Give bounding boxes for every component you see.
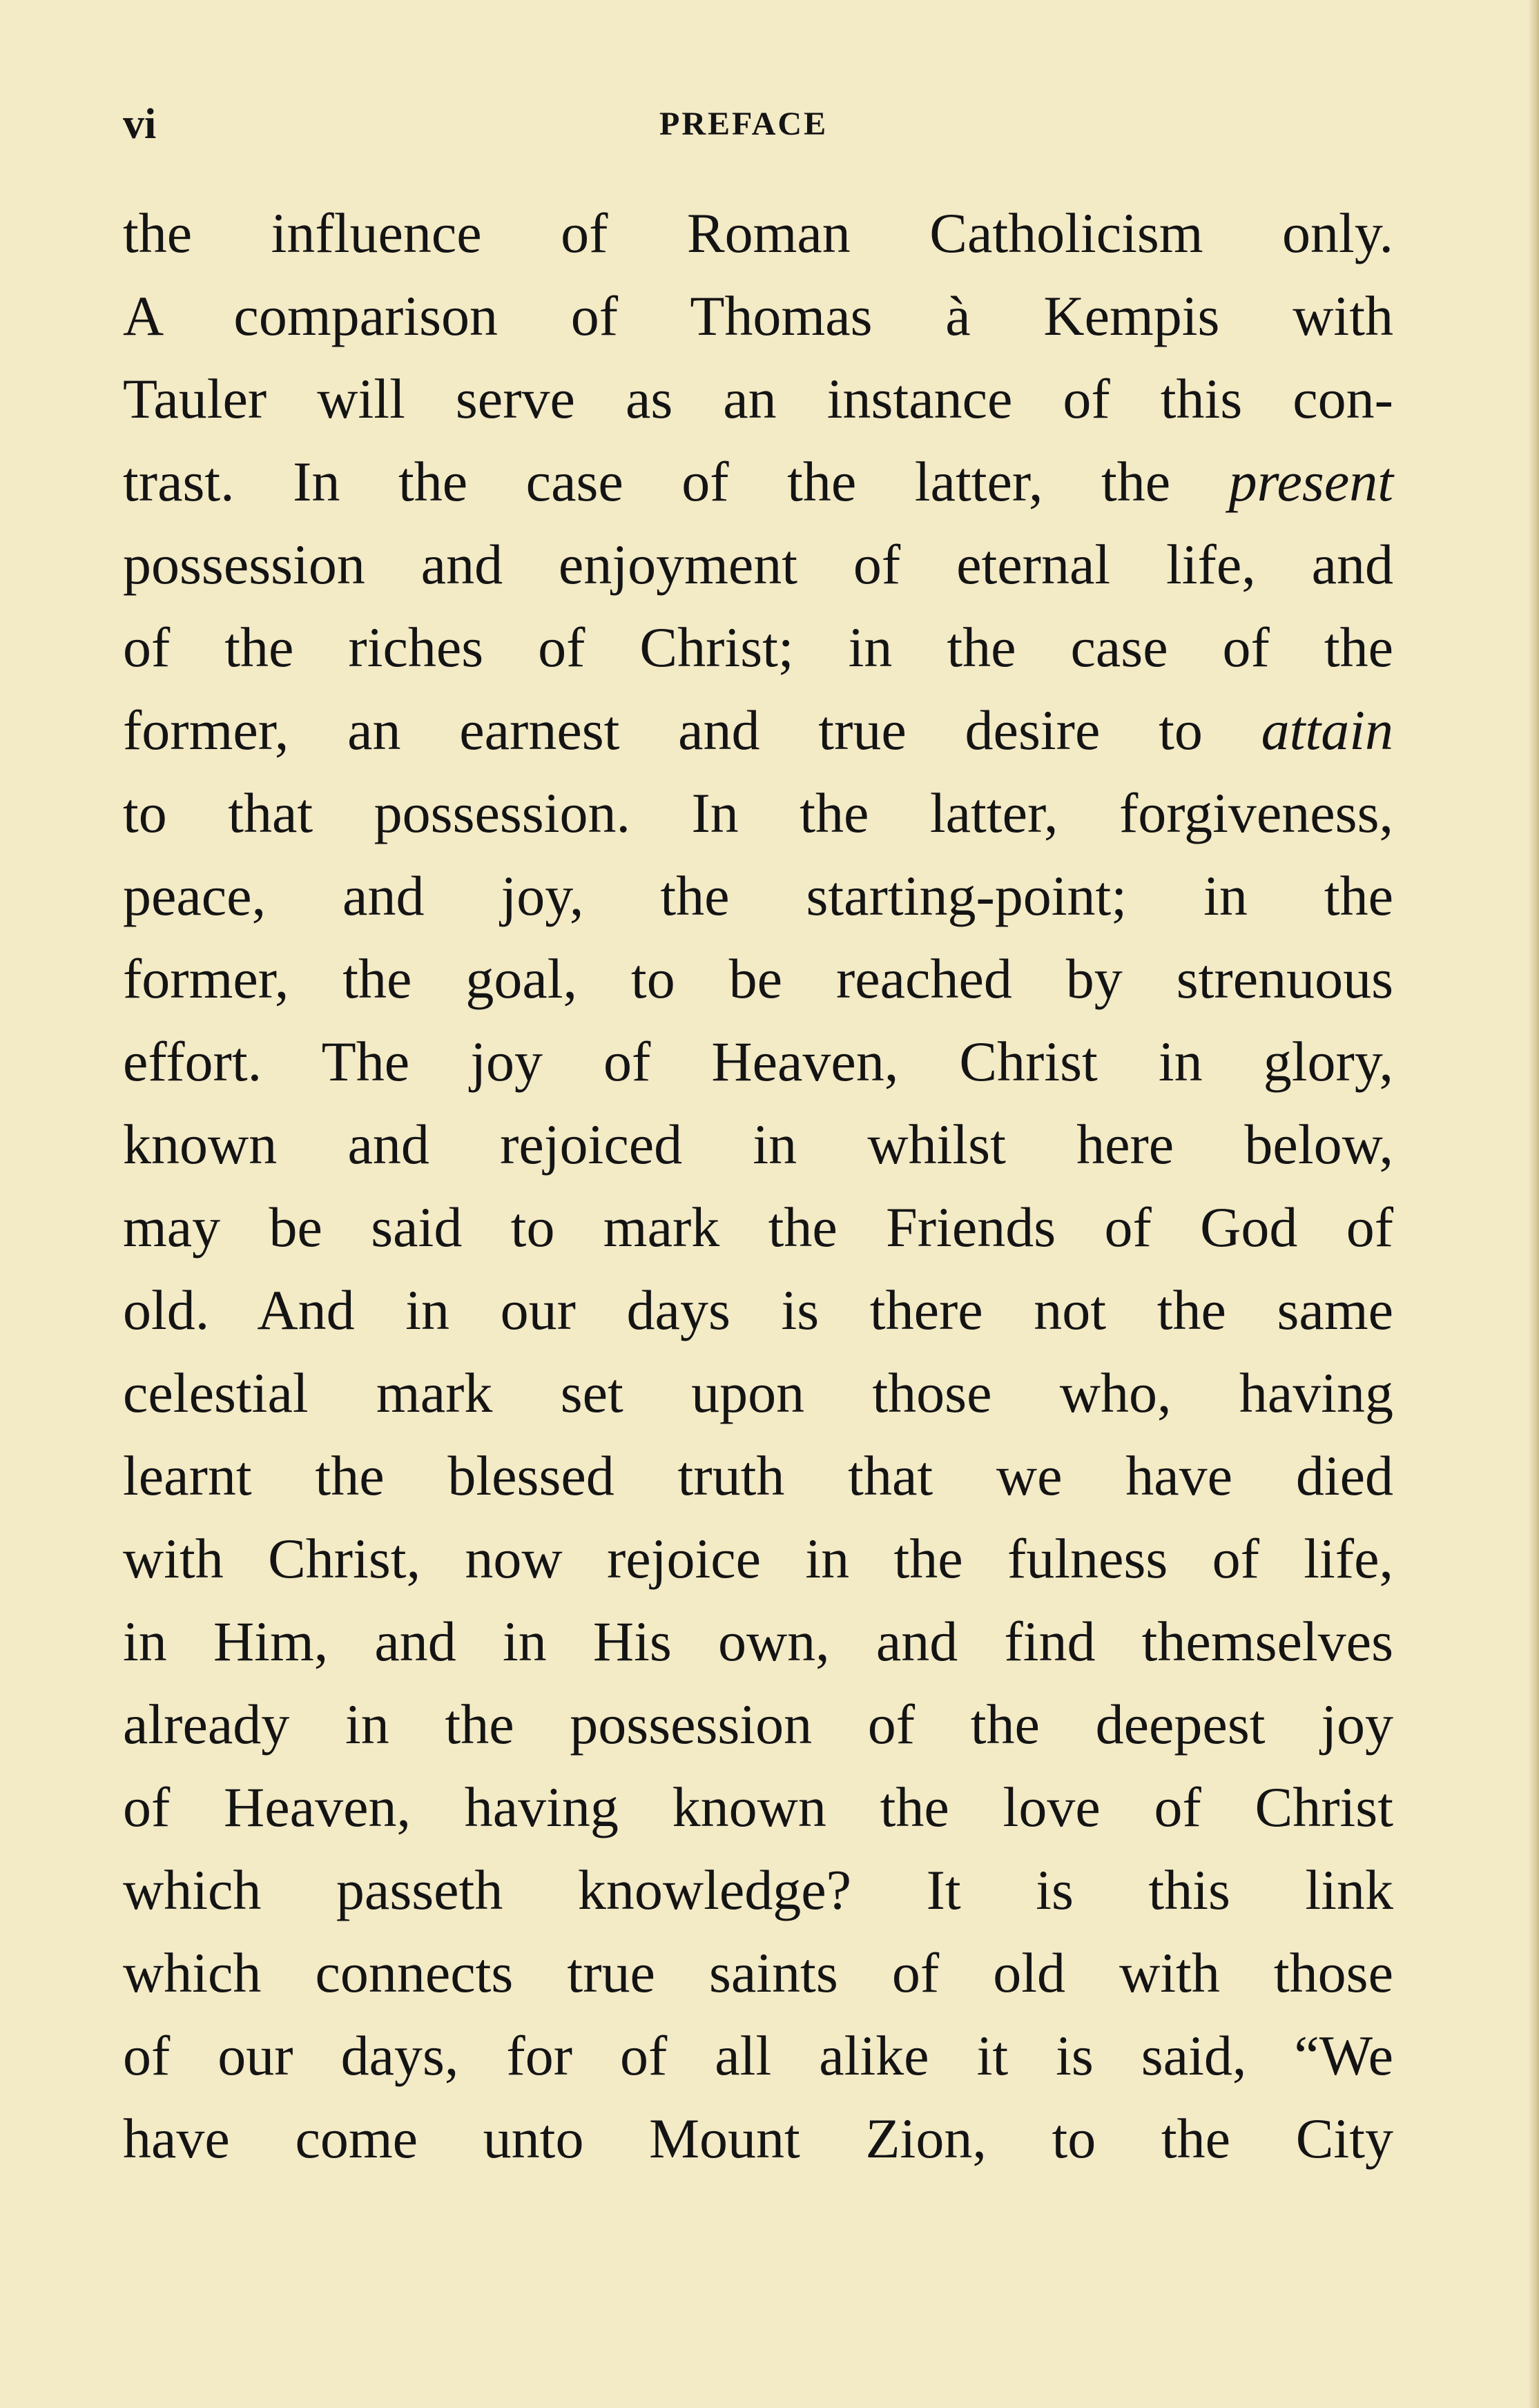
text-line: known and rejoiced in whilst here below, xyxy=(123,1113,1393,1176)
italic-emphasis: present xyxy=(1228,450,1393,513)
text-line: may be said to mark the Friends of God of xyxy=(123,1196,1393,1259)
text-line: A comparison of Thomas à Kempis with xyxy=(123,284,1393,347)
text-line: have come unto Mount Zion, to the City xyxy=(123,2107,1393,2170)
text-line: already in the possession of the deepest joy xyxy=(123,1693,1393,1756)
running-head xyxy=(0,97,1539,152)
text-line: possession and enjoyment of eternal life, and xyxy=(123,533,1393,596)
page-edge xyxy=(1529,0,1539,2408)
text-line: to that possession. In the latter, forgiveness, xyxy=(123,781,1393,844)
text-line: of the riches of Christ; in the case of the xyxy=(123,616,1393,679)
body-text xyxy=(123,192,1393,2180)
italic-emphasis: attain xyxy=(1261,699,1393,761)
section-title: PREFACE xyxy=(659,106,829,142)
text-line: which connects true saints of old with those xyxy=(123,1941,1393,2004)
text-line: former, the goal, to be reached by strenuous xyxy=(123,947,1393,1010)
text-line: of Heaven, having known the love of Christ xyxy=(123,1776,1393,1838)
text-line: former, an earnest and true desire to attain xyxy=(123,699,1393,761)
text-line: with Christ, now rejoice in the fulness of life, xyxy=(123,1527,1393,1590)
page-number: vi xyxy=(123,101,157,148)
text-line: learnt the blessed truth that we have died xyxy=(123,1444,1393,1507)
text-line: trast. In the case of the latter, the present xyxy=(123,450,1393,513)
text-line: in Him, and in His own, and find themselves xyxy=(123,1610,1393,1673)
text-line: the influence of Roman Catholicism only. xyxy=(123,202,1393,264)
text-line: effort. The joy of Heaven, Christ in glory, xyxy=(123,1030,1393,1093)
text-line: old. And in our days is there not the same xyxy=(123,1279,1393,1341)
text-line: of our days, for of all alike it is said, “We xyxy=(123,2024,1393,2087)
text-line: peace, and joy, the starting-point; in the xyxy=(123,864,1393,927)
text-line: Tauler will serve as an instance of this con- xyxy=(123,367,1393,430)
text-line: which passeth knowledge? It is this link xyxy=(123,1858,1393,1921)
text-line: celestial mark set upon those who, having xyxy=(123,1361,1393,1424)
